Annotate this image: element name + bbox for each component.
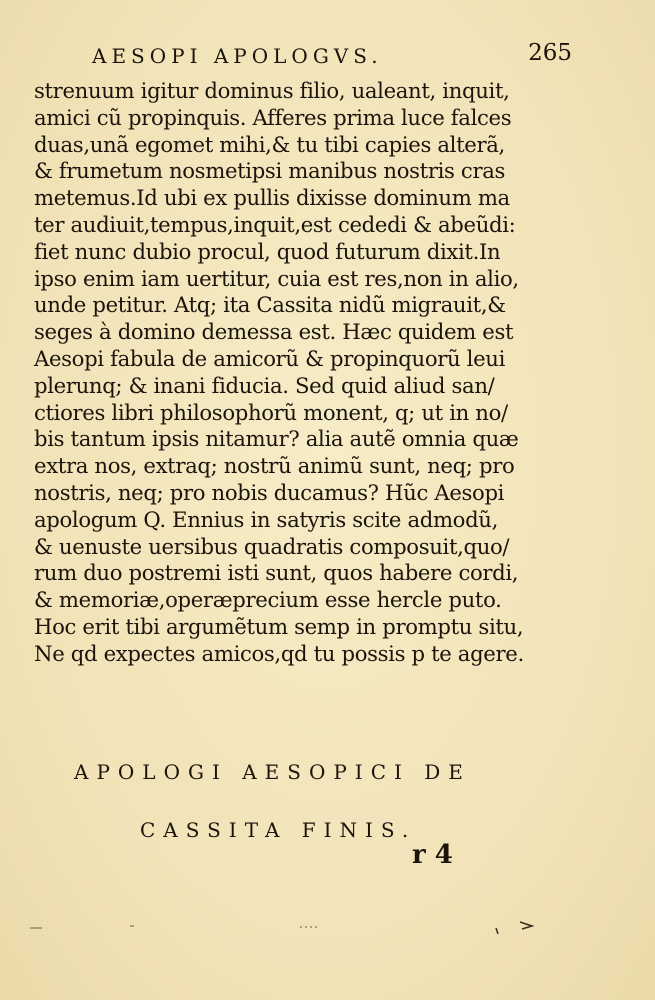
text-line: extra nos, extraq; nostrũ animũ sunt, neq; pro (34, 453, 515, 479)
text-line: duas,unã egomet mihi,& tu tibi capies alterã, (34, 131, 505, 157)
text-line: amici cũ propinquis. Afferes prima luce falces (34, 104, 512, 130)
ink-specks-decoration (0, 900, 655, 960)
text-line: strenuum igitur dominus filio, ualeant, inquit, (34, 78, 510, 103)
text-line: seges à domino demessa est. Hæc quidem est (34, 319, 514, 345)
running-title: AESOPI APOLOGVS. (92, 44, 383, 68)
text-line: ter audiuit,tempus,inquit,est cededi & abeũdi: (34, 211, 516, 237)
text-line: nostris, neq; pro nobis ducamus? Hũc Aesopi (34, 479, 505, 505)
text-line: metemus.Id ubi ex pullis dixisse dominum ma (34, 185, 510, 211)
signature-mark: r 4 (412, 840, 453, 870)
text-line: rum duo postremi isti sunt, quos habere cordi, (34, 560, 519, 586)
text-line: bis tantum ipsis nitamur? alia autẽ omnia quæ (34, 426, 519, 452)
text-line: ipso enim iam uertitur, cuia est res,non in alio, (34, 265, 519, 291)
text-line: plerunq; & inani fiducia. Sed quid aliud san/ (34, 372, 495, 398)
text-line: Ne qd expectes amicos,qd tu possis p te agere. (34, 640, 524, 666)
page-number: 265 (528, 40, 572, 66)
body-text (34, 78, 534, 668)
text-line: & uenuste uersibus quadratis composuit,quo/ (34, 533, 510, 559)
text-line: & frumetum nosmetipsi manibus nostris cras (34, 158, 506, 184)
text-line: ctiores libri philosophorũ monent, q; ut in no/ (34, 399, 508, 425)
page-header (92, 40, 572, 72)
text-line: apologum Q. Ennius in satyris scite admodũ, (34, 506, 498, 532)
colophon-line-2: CASSITA FINIS. (140, 818, 417, 842)
text-line: Aesopi fabula de amicorũ & propinquorũ leui (34, 345, 506, 371)
text-line: & memoriæ,operæprecium esse hercle puto. (34, 587, 502, 613)
colophon-line-1: APOLOGI AESOPICI DE (74, 760, 471, 784)
text-line: Hoc erit tibi argumẽtum semp in promptu situ, (34, 613, 524, 639)
text-line: unde petitur. Atq; ita Cassita nidũ migrauit,& (34, 292, 506, 318)
text-line: fiet nunc dubio procul, quod futurum dixit.In (34, 238, 501, 264)
